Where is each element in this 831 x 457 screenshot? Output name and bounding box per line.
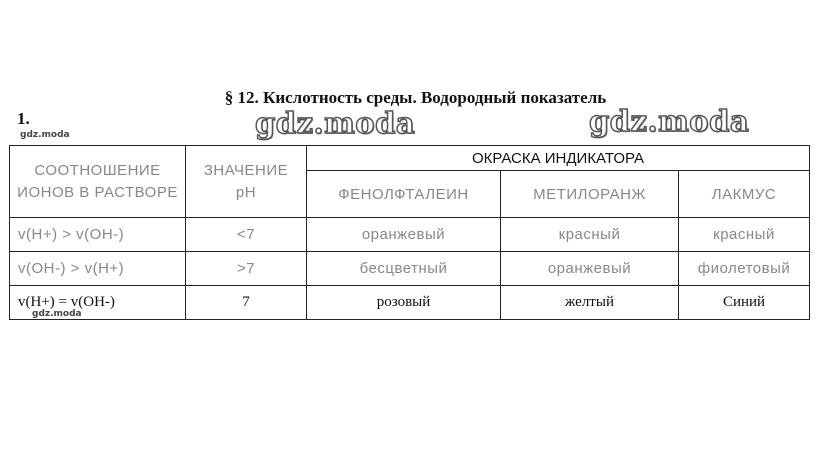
ph-cell: 7	[186, 286, 307, 320]
header-indicator-color: ОКРАСКА ИНДИКАТОРА	[307, 146, 810, 171]
header-ratio: СООТНОШЕНИЕ ИОНОВ В РАСТВОРЕ	[10, 146, 186, 218]
header-litmus: ЛАКМУС	[679, 171, 810, 218]
methyl-cell: оранжевый	[501, 252, 679, 286]
phenol-cell: оранжевый	[307, 218, 501, 252]
watermark-small-bottom: gdz.moda	[32, 309, 82, 319]
ph-cell: <7	[186, 218, 307, 252]
phenol-cell: бесцветный	[307, 252, 501, 286]
watermark-large-right: gdz.moda	[589, 104, 750, 138]
watermark-large-left: gdz.moda	[255, 106, 416, 140]
litmus-cell: красный	[679, 218, 810, 252]
litmus-cell: Синий	[679, 286, 810, 320]
phenol-cell: розовый	[307, 286, 501, 320]
litmus-cell: фиолетовый	[679, 252, 810, 286]
table-row	[10, 286, 810, 320]
ratio-cell: v(H+) > v(OH-)	[10, 218, 186, 252]
header-methyl-orange: МЕТИЛОРАНЖ	[501, 171, 679, 218]
ph-cell: >7	[186, 252, 307, 286]
methyl-cell: желтый	[501, 286, 679, 320]
ratio-cell: v(OH-) > v(H+)	[10, 252, 186, 286]
table-row	[10, 218, 810, 252]
page-title: § 12. Кислотность среды. Водородный показатель	[224, 88, 607, 107]
header-phenolphthalein: ФЕНОЛФТАЛЕИН	[307, 171, 501, 218]
indicator-table	[9, 145, 810, 320]
ratio-cell: v(H+) = v(OH-)	[10, 286, 186, 320]
methyl-cell: красный	[501, 218, 679, 252]
table-row	[10, 252, 810, 286]
watermark-small-top: gdz.moda	[20, 130, 70, 140]
task-number: 1.	[17, 109, 30, 128]
header-ph: ЗНАЧЕНИЕ pH	[186, 146, 307, 218]
